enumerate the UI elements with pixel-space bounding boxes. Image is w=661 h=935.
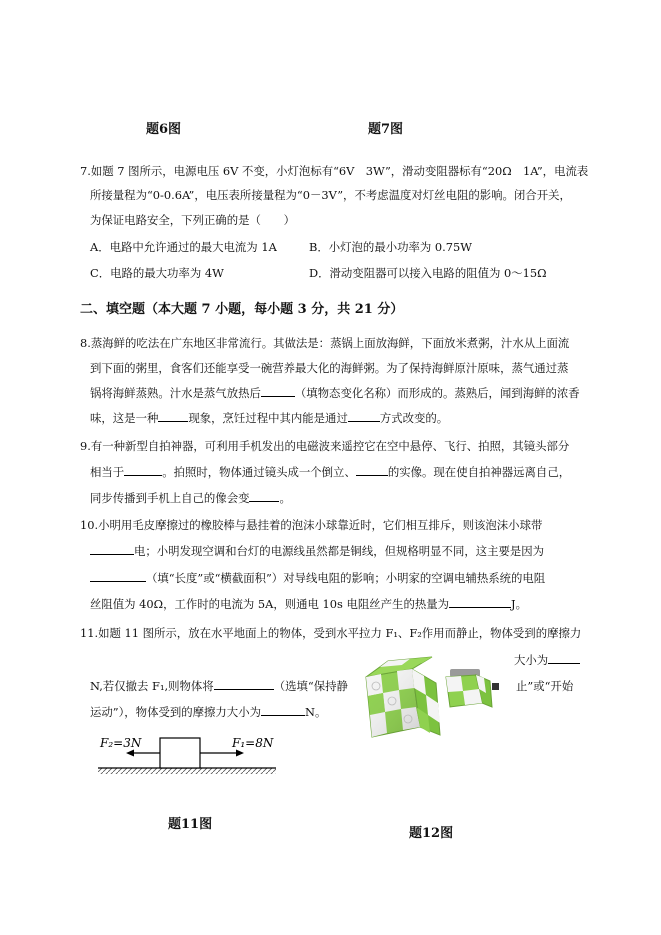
q10-line-3-a: （填“长度”或“横截面积”）对导线电阻的影响；小明家的空调电辅热系统的电阻 (146, 571, 546, 585)
q10-line-3 (90, 570, 545, 586)
q11-line-3-a: N,若仅撤去 F₁,则物体将 (90, 679, 214, 693)
drone-sensor (492, 683, 499, 690)
fig6-label: 题6图 (146, 122, 182, 137)
q10-blank-2[interactable] (90, 570, 146, 582)
q8-line-4-b: 现象，烹饪过程中其内能是通过 (188, 411, 348, 425)
q9-line-2-c: 的实像。现在使自拍神器远离自己， (387, 465, 571, 479)
q9-blank-2[interactable] (356, 464, 388, 476)
q9-line-3-a: 同步传播到手机上自己的像会变 (90, 491, 250, 505)
q7-option-d: D．滑动变阻器可以接入电路的阻值为 0～15Ω (309, 266, 547, 280)
q10-line-2 (90, 543, 544, 559)
q7-line-1: 7.如题 7 图所示，电源电压 6V 不变，小灯泡标有“6V 3W”，滑动变阻器标有“20Ω 1A”，电流表 (80, 164, 589, 178)
q11-blank-3[interactable] (261, 704, 305, 716)
q8-line-3-a: 锅将海鲜蒸熟。汁水是蒸气放热后 (90, 386, 261, 400)
q10-blank-3[interactable] (449, 596, 511, 608)
q9-line-3 (90, 490, 291, 506)
q11-line-3-right: 止”或“开始 (516, 679, 574, 693)
q11-line-3 (90, 678, 348, 694)
fig11-label: 题11图 (168, 817, 213, 832)
q11-blank-2[interactable] (214, 678, 274, 690)
q11-line-2-a: 大小为 (514, 653, 549, 667)
q7-option-c: C．电路的最大功率为 4W (90, 266, 224, 280)
f2-arrowhead (126, 750, 134, 757)
q8-blank-2[interactable] (158, 410, 188, 422)
large-cube (366, 657, 440, 737)
q7-line-3: 为保证电路安全，下列正确的是（ ） (90, 213, 296, 227)
q8-blank-1[interactable] (261, 385, 295, 397)
q10-line-2-a: 电；小明发现空调和台灯的电源线虽然都是铜线，但规格明显不同，这主要是因为 (134, 544, 545, 558)
q11-line-1: 11.如题 11 图所示，放在水平地面上的物体，受到水平拉力 F₁、F₂作用而静止，物体受到的摩擦力 (80, 626, 582, 640)
q9-blank-3[interactable] (249, 490, 279, 502)
q9-blank-1[interactable] (124, 464, 162, 476)
q9-line-2-b: 。拍照时，物体通过镜头成一个倒立、 (162, 465, 356, 479)
q8-line-2: 到下面的粥里，食客们还能享受一碗营养最大化的海鲜粥。为了保持海鲜原汁原味，蒸气通过蒸 (90, 361, 569, 375)
f2-label: F₂=3N (100, 736, 142, 750)
small-cube-drone (446, 669, 499, 707)
q11-line-4-a: 运动”），物体受到的摩擦力大小为 (90, 705, 261, 719)
q9-line-2-a: 相当于 (90, 465, 125, 479)
q8-line-4-c: 方式改变的。 (379, 411, 449, 425)
q11-line-3-b: （选填“保持静 (273, 679, 348, 693)
fig12-label: 题12图 (409, 826, 454, 841)
f1-label: F₁=8N (232, 736, 274, 750)
q10-line-4-b: J。 (511, 597, 527, 611)
q8-line-3 (90, 385, 580, 401)
q10-blank-1[interactable] (90, 543, 134, 555)
fig11-diagram (98, 732, 278, 778)
block (160, 738, 200, 768)
q8-line-4 (90, 410, 448, 426)
fig7-label: 题7图 (368, 122, 404, 137)
q8-line-4-a: 味，这是一种 (90, 411, 159, 425)
q11-blank-1[interactable] (548, 652, 580, 664)
q9-line-3-b: 。 (279, 491, 291, 505)
q11-line-4-b: N。 (304, 705, 327, 719)
q7-option-a: A．电路中允许通过的最大电流为 1A (90, 240, 277, 254)
q11-line-2 (514, 652, 580, 668)
q8-line-3-b: （填物态变化名称）而形成的。蒸熟后，闻到海鲜的浓香 (294, 386, 580, 400)
section-title: 二、填空题（本大题 7 小题，每小题 3 分，共 21 分） (80, 302, 404, 317)
ground-hatching (98, 768, 276, 774)
q10-line-4 (90, 596, 527, 612)
f1-arrowhead (236, 750, 244, 757)
q10-line-4-a: 丝阻值为 40Ω，工作时的电流为 5A，则通电 10s 电阻丝产生的热量为 (90, 597, 450, 611)
q9-line-1: 9.有一种新型自拍神器，可利用手机发出的电磁波来遥控它在空中悬停、飞行、拍照，其镜头部分 (80, 439, 570, 453)
q9-line-2 (90, 464, 570, 480)
fig12-cube-image (358, 655, 508, 743)
q7-line-2: 所接量程为“0-0.6A”，电压表所接量程为“0－3V”，不考虑温度对灯丝电阻的影响。闭合开关， (90, 188, 571, 202)
q11-line-4 (90, 704, 326, 720)
q10-line-1: 10.小明用毛皮摩擦过的橡胶棒与悬挂着的泡沫小球靠近时，它们相互排斥，则该泡沫小球带 (80, 518, 543, 532)
q8-line-1: 8.蒸海鲜的吃法在广东地区非常流行。其做法是：蒸锅上面放海鲜，下面放米煮粥，汁水从上面流 (80, 336, 570, 350)
q7-option-b: B．小灯泡的最小功率为 0.75W (309, 240, 472, 254)
q8-blank-3[interactable] (348, 410, 380, 422)
